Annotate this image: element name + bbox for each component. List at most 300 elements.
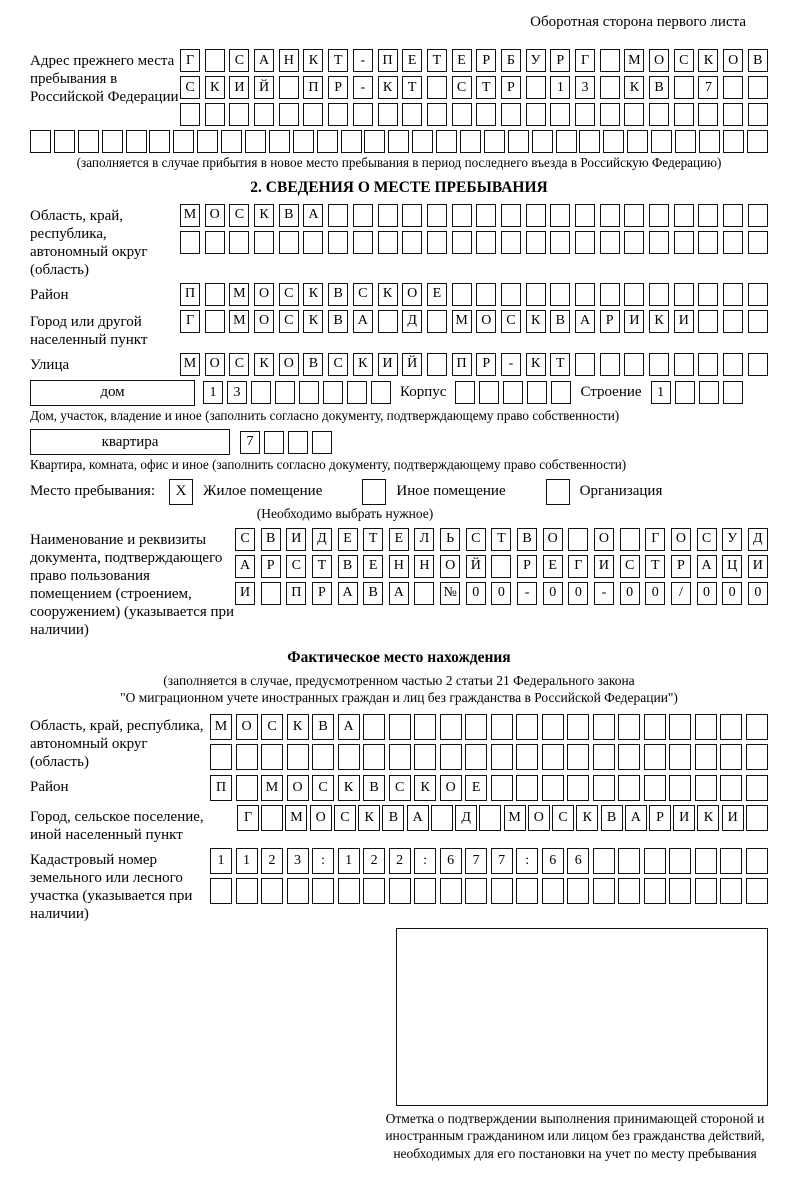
char-box[interactable]: [501, 204, 521, 227]
char-box[interactable]: [698, 283, 718, 306]
char-box[interactable]: С: [552, 805, 574, 831]
char-box[interactable]: [440, 744, 462, 770]
char-box[interactable]: Н: [279, 49, 299, 72]
char-box[interactable]: [748, 204, 768, 227]
char-box[interactable]: [618, 714, 640, 740]
char-box[interactable]: Р: [476, 353, 496, 376]
char-box[interactable]: [476, 283, 496, 306]
char-box[interactable]: [455, 381, 475, 404]
char-box[interactable]: [465, 878, 487, 904]
char-box[interactable]: С: [261, 714, 283, 740]
char-box[interactable]: И: [673, 805, 695, 831]
char-box[interactable]: [600, 353, 620, 376]
char-box[interactable]: [720, 744, 742, 770]
char-box[interactable]: [436, 130, 457, 153]
char-box[interactable]: [460, 130, 481, 153]
char-box[interactable]: [261, 805, 283, 831]
char-box[interactable]: [476, 103, 496, 126]
char-box[interactable]: [328, 231, 348, 254]
char-box[interactable]: [526, 283, 546, 306]
char-box[interactable]: [567, 878, 589, 904]
char-box[interactable]: [54, 130, 75, 153]
char-box[interactable]: И: [594, 555, 614, 578]
char-box[interactable]: [526, 103, 546, 126]
char-box[interactable]: [484, 130, 505, 153]
char-box[interactable]: Е: [452, 49, 472, 72]
char-box[interactable]: Т: [476, 76, 496, 99]
char-box[interactable]: [720, 878, 742, 904]
char-box[interactable]: [427, 353, 447, 376]
char-box[interactable]: [624, 231, 644, 254]
char-box[interactable]: Р: [312, 582, 332, 605]
char-box[interactable]: [414, 878, 436, 904]
char-box[interactable]: 0: [697, 582, 717, 605]
char-box[interactable]: Г: [237, 805, 259, 831]
char-box[interactable]: 3: [287, 848, 309, 874]
char-box[interactable]: [338, 744, 360, 770]
char-box[interactable]: [567, 775, 589, 801]
char-box[interactable]: [236, 744, 258, 770]
char-box[interactable]: [542, 744, 564, 770]
char-box[interactable]: [364, 130, 385, 153]
char-box[interactable]: Т: [363, 528, 383, 551]
char-box[interactable]: С: [466, 528, 486, 551]
char-box[interactable]: :: [516, 848, 538, 874]
char-box[interactable]: [264, 431, 284, 454]
char-box[interactable]: К: [576, 805, 598, 831]
char-box[interactable]: [674, 103, 694, 126]
char-box[interactable]: [317, 130, 338, 153]
char-box[interactable]: [287, 878, 309, 904]
char-box[interactable]: 7: [465, 848, 487, 874]
char-box[interactable]: [651, 130, 672, 153]
char-box[interactable]: [516, 775, 538, 801]
char-box[interactable]: [378, 231, 398, 254]
char-box[interactable]: [479, 381, 499, 404]
char-box[interactable]: [287, 744, 309, 770]
char-box[interactable]: [299, 381, 319, 404]
char-box[interactable]: [205, 231, 225, 254]
char-box[interactable]: [723, 76, 743, 99]
char-box[interactable]: Ц: [722, 555, 742, 578]
char-box[interactable]: П: [210, 775, 232, 801]
char-box[interactable]: К: [254, 353, 274, 376]
char-box[interactable]: Н: [389, 555, 409, 578]
char-box[interactable]: Л: [414, 528, 434, 551]
char-box[interactable]: А: [389, 582, 409, 605]
char-box[interactable]: Е: [363, 555, 383, 578]
char-box[interactable]: [427, 76, 447, 99]
char-box[interactable]: О: [279, 353, 299, 376]
char-box[interactable]: [746, 848, 768, 874]
char-box[interactable]: [328, 103, 348, 126]
char-box[interactable]: А: [407, 805, 429, 831]
char-box[interactable]: [516, 714, 538, 740]
char-box[interactable]: [205, 103, 225, 126]
char-box[interactable]: [389, 714, 411, 740]
char-box[interactable]: [649, 204, 669, 227]
char-box[interactable]: [279, 103, 299, 126]
char-box[interactable]: В: [363, 582, 383, 605]
char-box[interactable]: [479, 805, 501, 831]
char-box[interactable]: С: [328, 353, 348, 376]
char-box[interactable]: [748, 353, 768, 376]
char-box[interactable]: [501, 231, 521, 254]
char-box[interactable]: [720, 714, 742, 740]
char-box[interactable]: [567, 714, 589, 740]
char-box[interactable]: В: [550, 310, 570, 333]
char-box[interactable]: [402, 103, 422, 126]
char-box[interactable]: И: [235, 582, 255, 605]
char-box[interactable]: 1: [236, 848, 258, 874]
char-box[interactable]: [723, 283, 743, 306]
char-box[interactable]: [353, 231, 373, 254]
char-box[interactable]: [669, 744, 691, 770]
char-box[interactable]: [427, 310, 447, 333]
char-box[interactable]: Е: [427, 283, 447, 306]
char-box[interactable]: А: [575, 310, 595, 333]
char-box[interactable]: [378, 204, 398, 227]
char-box[interactable]: [452, 103, 472, 126]
char-box[interactable]: Е: [543, 555, 563, 578]
char-box[interactable]: В: [261, 528, 281, 551]
char-box[interactable]: [593, 775, 615, 801]
char-box[interactable]: О: [723, 49, 743, 72]
char-box[interactable]: М: [504, 805, 526, 831]
char-box[interactable]: М: [229, 283, 249, 306]
char-box[interactable]: У: [722, 528, 742, 551]
char-box[interactable]: [279, 76, 299, 99]
char-box[interactable]: [516, 744, 538, 770]
char-box[interactable]: [491, 744, 513, 770]
char-box[interactable]: [527, 381, 547, 404]
char-box[interactable]: [501, 283, 521, 306]
char-box[interactable]: К: [338, 775, 360, 801]
char-box[interactable]: Р: [517, 555, 537, 578]
char-box[interactable]: [575, 283, 595, 306]
char-box[interactable]: [503, 381, 523, 404]
char-box[interactable]: И: [748, 555, 768, 578]
char-box[interactable]: [593, 744, 615, 770]
char-box[interactable]: [491, 878, 513, 904]
char-box[interactable]: [30, 130, 51, 153]
char-box[interactable]: Е: [338, 528, 358, 551]
char-box[interactable]: [551, 381, 571, 404]
char-box[interactable]: [491, 714, 513, 740]
char-box[interactable]: [618, 744, 640, 770]
char-box[interactable]: [644, 878, 666, 904]
char-box[interactable]: [476, 204, 496, 227]
char-box[interactable]: М: [180, 204, 200, 227]
char-box[interactable]: [440, 878, 462, 904]
char-box[interactable]: Й: [402, 353, 422, 376]
char-box[interactable]: Т: [645, 555, 665, 578]
char-box[interactable]: 7: [698, 76, 718, 99]
char-box[interactable]: М: [624, 49, 644, 72]
char-box[interactable]: [600, 103, 620, 126]
char-box[interactable]: Г: [180, 310, 200, 333]
char-box[interactable]: [347, 381, 367, 404]
char-box[interactable]: 0: [620, 582, 640, 605]
char-box[interactable]: 0: [748, 582, 768, 605]
char-box[interactable]: В: [303, 353, 323, 376]
char-box[interactable]: [669, 714, 691, 740]
char-box[interactable]: О: [594, 528, 614, 551]
char-box[interactable]: [575, 204, 595, 227]
char-box[interactable]: А: [353, 310, 373, 333]
char-box[interactable]: Й: [254, 76, 274, 99]
char-box[interactable]: 0: [543, 582, 563, 605]
char-box[interactable]: С: [334, 805, 356, 831]
char-box[interactable]: С: [501, 310, 521, 333]
char-box[interactable]: В: [328, 283, 348, 306]
char-box[interactable]: В: [601, 805, 623, 831]
char-box[interactable]: [251, 381, 271, 404]
char-box[interactable]: [567, 744, 589, 770]
char-box[interactable]: [600, 76, 620, 99]
char-box[interactable]: С: [180, 76, 200, 99]
char-box[interactable]: Р: [328, 76, 348, 99]
char-box[interactable]: Е: [402, 49, 422, 72]
char-box[interactable]: П: [286, 582, 306, 605]
char-box[interactable]: [600, 204, 620, 227]
char-box[interactable]: [254, 231, 274, 254]
char-box[interactable]: [644, 775, 666, 801]
char-box[interactable]: И: [722, 805, 744, 831]
char-box[interactable]: [431, 805, 453, 831]
char-box[interactable]: [371, 381, 391, 404]
char-box[interactable]: К: [205, 76, 225, 99]
char-box[interactable]: С: [389, 775, 411, 801]
char-box[interactable]: [440, 714, 462, 740]
char-box[interactable]: [669, 878, 691, 904]
char-box[interactable]: О: [402, 283, 422, 306]
char-box[interactable]: [556, 130, 577, 153]
char-box[interactable]: [312, 744, 334, 770]
char-box[interactable]: Р: [649, 805, 671, 831]
char-box[interactable]: [674, 76, 694, 99]
char-box[interactable]: К: [526, 310, 546, 333]
char-box[interactable]: М: [285, 805, 307, 831]
char-box[interactable]: К: [303, 49, 323, 72]
char-box[interactable]: [516, 878, 538, 904]
char-box[interactable]: О: [476, 310, 496, 333]
char-box[interactable]: [229, 231, 249, 254]
char-box[interactable]: М: [210, 714, 232, 740]
char-box[interactable]: В: [748, 49, 768, 72]
char-box[interactable]: [748, 76, 768, 99]
char-box[interactable]: Р: [600, 310, 620, 333]
char-box[interactable]: [568, 528, 588, 551]
char-box[interactable]: [465, 744, 487, 770]
char-box[interactable]: В: [338, 555, 358, 578]
char-box[interactable]: [723, 310, 743, 333]
char-box[interactable]: [746, 714, 768, 740]
char-box[interactable]: [618, 878, 640, 904]
char-box[interactable]: [550, 231, 570, 254]
char-box[interactable]: [695, 744, 717, 770]
char-box[interactable]: С: [286, 555, 306, 578]
char-box[interactable]: [236, 878, 258, 904]
char-box[interactable]: [624, 353, 644, 376]
char-box[interactable]: Г: [645, 528, 665, 551]
char-box[interactable]: Т: [491, 528, 511, 551]
char-box[interactable]: [593, 848, 615, 874]
char-box[interactable]: [674, 231, 694, 254]
char-box[interactable]: [699, 130, 720, 153]
char-box[interactable]: [723, 204, 743, 227]
char-box[interactable]: [205, 49, 225, 72]
char-box[interactable]: [427, 204, 447, 227]
char-box[interactable]: [600, 49, 620, 72]
char-box[interactable]: [723, 353, 743, 376]
char-box[interactable]: [748, 310, 768, 333]
char-box[interactable]: [593, 714, 615, 740]
char-box[interactable]: О: [205, 353, 225, 376]
char-box[interactable]: Г: [568, 555, 588, 578]
char-box[interactable]: [695, 775, 717, 801]
char-box[interactable]: [526, 76, 546, 99]
char-box[interactable]: С: [353, 283, 373, 306]
char-box[interactable]: С: [312, 775, 334, 801]
char-box[interactable]: М: [229, 310, 249, 333]
char-box[interactable]: Д: [455, 805, 477, 831]
char-box[interactable]: [303, 231, 323, 254]
char-box[interactable]: Г: [180, 49, 200, 72]
char-box[interactable]: 0: [568, 582, 588, 605]
char-box[interactable]: :: [312, 848, 334, 874]
char-box[interactable]: [748, 283, 768, 306]
char-box[interactable]: [675, 381, 695, 404]
char-box[interactable]: [669, 775, 691, 801]
char-box[interactable]: А: [254, 49, 274, 72]
char-box[interactable]: [723, 130, 744, 153]
char-box[interactable]: [353, 204, 373, 227]
char-box[interactable]: [720, 775, 742, 801]
char-box[interactable]: [328, 204, 348, 227]
char-box[interactable]: 2: [261, 848, 283, 874]
char-box[interactable]: [627, 130, 648, 153]
char-box[interactable]: [746, 744, 768, 770]
char-box[interactable]: [644, 744, 666, 770]
char-box[interactable]: С: [229, 49, 249, 72]
char-box[interactable]: О: [205, 204, 225, 227]
char-box[interactable]: [205, 310, 225, 333]
char-box[interactable]: [550, 283, 570, 306]
char-box[interactable]: О: [236, 714, 258, 740]
char-box[interactable]: [402, 204, 422, 227]
char-box[interactable]: В: [363, 775, 385, 801]
char-box[interactable]: С: [697, 528, 717, 551]
char-box[interactable]: 0: [466, 582, 486, 605]
char-box[interactable]: 7: [240, 431, 260, 454]
char-box[interactable]: [389, 878, 411, 904]
char-box[interactable]: [427, 231, 447, 254]
char-box[interactable]: 0: [722, 582, 742, 605]
char-box[interactable]: [149, 130, 170, 153]
char-box[interactable]: [205, 283, 225, 306]
char-box[interactable]: С: [620, 555, 640, 578]
char-box[interactable]: -: [353, 49, 373, 72]
char-box[interactable]: Р: [501, 76, 521, 99]
char-box[interactable]: [746, 878, 768, 904]
char-box[interactable]: К: [698, 49, 718, 72]
char-box[interactable]: [279, 231, 299, 254]
char-box[interactable]: [197, 130, 218, 153]
char-box[interactable]: [593, 878, 615, 904]
char-box[interactable]: [363, 878, 385, 904]
char-box[interactable]: [229, 103, 249, 126]
char-box[interactable]: 1: [651, 381, 671, 404]
char-box[interactable]: [338, 878, 360, 904]
char-box[interactable]: [695, 848, 717, 874]
char-box[interactable]: [575, 231, 595, 254]
char-box[interactable]: [644, 848, 666, 874]
char-box[interactable]: Р: [261, 555, 281, 578]
char-box[interactable]: П: [378, 49, 398, 72]
char-box[interactable]: [600, 231, 620, 254]
char-box[interactable]: [620, 528, 640, 551]
char-box[interactable]: [261, 744, 283, 770]
char-box[interactable]: 6: [567, 848, 589, 874]
char-box[interactable]: И: [674, 310, 694, 333]
char-box[interactable]: Т: [402, 76, 422, 99]
char-box[interactable]: О: [440, 775, 462, 801]
char-box[interactable]: И: [286, 528, 306, 551]
char-box[interactable]: Р: [476, 49, 496, 72]
char-box[interactable]: [649, 231, 669, 254]
char-box[interactable]: [695, 878, 717, 904]
char-box[interactable]: [412, 130, 433, 153]
char-box[interactable]: [288, 431, 308, 454]
char-box[interactable]: Т: [312, 555, 332, 578]
char-box[interactable]: [341, 130, 362, 153]
char-box[interactable]: В: [312, 714, 334, 740]
char-box[interactable]: [293, 130, 314, 153]
char-box[interactable]: Б: [501, 49, 521, 72]
char-box[interactable]: К: [378, 283, 398, 306]
char-box[interactable]: А: [338, 582, 358, 605]
char-box[interactable]: [675, 130, 696, 153]
char-box[interactable]: [526, 204, 546, 227]
char-box[interactable]: А: [697, 555, 717, 578]
char-box[interactable]: [312, 431, 332, 454]
char-box[interactable]: [748, 231, 768, 254]
char-box[interactable]: [550, 103, 570, 126]
char-box[interactable]: [723, 231, 743, 254]
char-box[interactable]: 3: [227, 381, 247, 404]
char-box[interactable]: К: [303, 310, 323, 333]
char-box[interactable]: [669, 848, 691, 874]
char-box[interactable]: П: [180, 283, 200, 306]
char-box[interactable]: Д: [748, 528, 768, 551]
char-box[interactable]: -: [353, 76, 373, 99]
char-box[interactable]: У: [526, 49, 546, 72]
char-box[interactable]: [476, 231, 496, 254]
char-box[interactable]: [649, 103, 669, 126]
char-box[interactable]: 6: [542, 848, 564, 874]
char-box[interactable]: [526, 231, 546, 254]
char-box[interactable]: [269, 130, 290, 153]
char-box[interactable]: [491, 555, 511, 578]
char-box[interactable]: Т: [427, 49, 447, 72]
char-box[interactable]: [698, 353, 718, 376]
char-box[interactable]: [254, 103, 274, 126]
char-box[interactable]: [532, 130, 553, 153]
char-box[interactable]: 7: [491, 848, 513, 874]
char-box[interactable]: В: [517, 528, 537, 551]
char-box[interactable]: К: [378, 76, 398, 99]
